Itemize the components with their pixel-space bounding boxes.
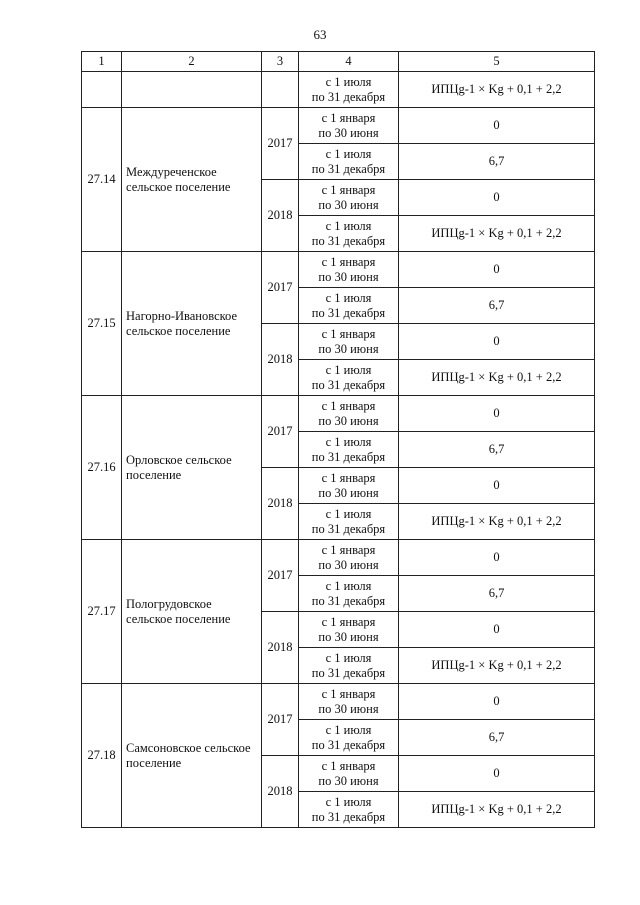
period-cell [299, 612, 399, 648]
value-cell: 0 [399, 756, 595, 792]
year-cell: 2017 [262, 396, 299, 468]
value-cell: 0 [399, 108, 595, 144]
period-end: по 30 июня [318, 413, 379, 428]
period-start: с 1 июля [325, 434, 372, 449]
period-end: по 30 июня [318, 773, 379, 788]
period-cell [299, 324, 399, 360]
period-start: с 1 января [321, 686, 376, 701]
period-start: с 1 июля [325, 794, 372, 809]
value-cell: 0 [399, 396, 595, 432]
header-col-5: 5 [399, 52, 595, 72]
period-end: по 30 июня [318, 557, 379, 572]
settlement-name-line2: сельское поселение [126, 611, 231, 626]
header-col-4: 4 [299, 52, 399, 72]
year-cell: 2018 [262, 468, 299, 540]
year-cell: 2017 [262, 252, 299, 324]
year-cell: 2017 [262, 108, 299, 180]
period-cell [299, 504, 399, 540]
value-cell: 0 [399, 324, 595, 360]
year-cell: 2018 [262, 612, 299, 684]
table-row [82, 252, 595, 288]
value-cell: 6,7 [399, 432, 595, 468]
section-number: 27.15 [82, 252, 122, 396]
period-end: по 30 июня [318, 629, 379, 644]
settlement-name [122, 684, 262, 828]
period-end: по 30 июня [318, 485, 379, 500]
value-cell: 6,7 [399, 720, 595, 756]
period-cell [299, 468, 399, 504]
settlement-name-line2: сельское поселение [126, 323, 231, 338]
section-number: 27.17 [82, 540, 122, 684]
value-cell: ИПЦg-1 × Kg + 0,1 + 2,2 [399, 360, 595, 396]
period-cell [299, 252, 399, 288]
period-start: с 1 января [321, 254, 376, 269]
period-cell [299, 432, 399, 468]
period-end: по 31 декабря [311, 665, 386, 680]
period-start: с 1 января [321, 110, 376, 125]
value-cell: 6,7 [399, 576, 595, 612]
section-number: 27.18 [82, 684, 122, 828]
year-cell: 2018 [262, 324, 299, 396]
value-cell: ИПЦg-1 × Kg + 0,1 + 2,2 [399, 792, 595, 828]
value-cell: 6,7 [399, 288, 595, 324]
value-cell: 0 [399, 684, 595, 720]
settlement-name-line1: Междуреченское [126, 164, 217, 179]
period-cell [299, 108, 399, 144]
period-start: с 1 июля [325, 506, 372, 521]
period-cell [299, 144, 399, 180]
settlement-name-line2: поселение [126, 467, 182, 482]
table-row [82, 540, 595, 576]
period-cell [299, 540, 399, 576]
period-start: с 1 января [321, 542, 376, 557]
period-end: по 31 декабря [311, 521, 386, 536]
value-cell: 0 [399, 612, 595, 648]
settlement-name-line1: Орловское сельское [126, 452, 232, 467]
period-end: по 30 июня [318, 701, 379, 716]
empty-cell [262, 72, 299, 108]
header-col-2: 2 [122, 52, 262, 72]
table-row [82, 108, 595, 144]
period-start: с 1 июля [325, 74, 372, 89]
period-start: с 1 января [321, 182, 376, 197]
period-start: с 1 января [321, 614, 376, 629]
period-end: по 31 декабря [311, 377, 386, 392]
value-cell: 0 [399, 252, 595, 288]
section-number: 27.14 [82, 108, 122, 252]
period-end: по 31 декабря [311, 809, 386, 824]
period-start: с 1 января [321, 470, 376, 485]
page-number: 63 [313, 27, 327, 42]
value-cell: 6,7 [399, 144, 595, 180]
period-cell [299, 720, 399, 756]
period-start: с 1 июля [325, 722, 372, 737]
period-start: с 1 июля [325, 650, 372, 665]
period-end: по 30 июня [318, 197, 379, 212]
period-start: с 1 июля [325, 362, 372, 377]
period-cell [299, 216, 399, 252]
settlement-name [122, 108, 262, 252]
period-cell [299, 792, 399, 828]
value-cell: 0 [399, 180, 595, 216]
period-end: по 31 декабря [311, 233, 386, 248]
period-cell [299, 576, 399, 612]
period-end: по 30 июня [318, 341, 379, 356]
period-end: по 31 декабря [311, 593, 386, 608]
period-end: по 30 июня [318, 269, 379, 284]
period-end: по 31 декабря [311, 161, 386, 176]
period-cell [299, 180, 399, 216]
period-start: с 1 января [321, 326, 376, 341]
period-cell [299, 396, 399, 432]
settlement-name-line1: Пологрудовское [126, 596, 212, 611]
section-number: 27.16 [82, 396, 122, 540]
settlement-name-line1: Самсоновское сельское [126, 740, 251, 755]
value-cell: ИПЦg-1 × Kg + 0,1 + 2,2 [399, 216, 595, 252]
period-end: по 31 декабря [311, 737, 386, 752]
value-cell: ИПЦg-1 × Kg + 0,1 + 2,2 [399, 504, 595, 540]
period-start: с 1 июля [325, 146, 372, 161]
period-end: по 31 декабря [311, 89, 386, 104]
period-cell [299, 360, 399, 396]
value-cell: ИПЦg-1 × Kg + 0,1 + 2,2 [399, 648, 595, 684]
settlement-name-line2: поселение [126, 755, 182, 770]
period-cell [299, 756, 399, 792]
period-start: с 1 июля [325, 578, 372, 593]
table-row [82, 684, 595, 720]
period-cell [299, 648, 399, 684]
table-row [82, 396, 595, 432]
year-cell: 2018 [262, 180, 299, 252]
header-col-3: 3 [262, 52, 299, 72]
settlement-name [122, 252, 262, 396]
settlement-name-line1: Нагорно-Ивановское [126, 308, 238, 323]
period-cell [299, 684, 399, 720]
period-start: с 1 июля [325, 290, 372, 305]
period-cell [299, 72, 399, 108]
value-cell: 0 [399, 468, 595, 504]
period-start: с 1 июля [325, 218, 372, 233]
value-cell: 0 [399, 540, 595, 576]
year-cell: 2017 [262, 540, 299, 612]
empty-cell [122, 72, 262, 108]
settlement-name-line2: сельское поселение [126, 179, 231, 194]
carry-over-row [82, 72, 595, 108]
header-col-1: 1 [82, 52, 122, 72]
settlement-name [122, 396, 262, 540]
tariff-table [81, 51, 595, 828]
empty-cell [82, 72, 122, 108]
period-end: по 30 июня [318, 125, 379, 140]
period-start: с 1 января [321, 398, 376, 413]
period-cell [299, 288, 399, 324]
period-end: по 31 декабря [311, 449, 386, 464]
period-start: с 1 января [321, 758, 376, 773]
period-end: по 31 декабря [311, 305, 386, 320]
settlement-name [122, 540, 262, 684]
header-row [82, 52, 595, 72]
year-cell: 2018 [262, 756, 299, 828]
year-cell: 2017 [262, 684, 299, 756]
value-cell: ИПЦg-1 × Kg + 0,1 + 2,2 [399, 72, 595, 108]
